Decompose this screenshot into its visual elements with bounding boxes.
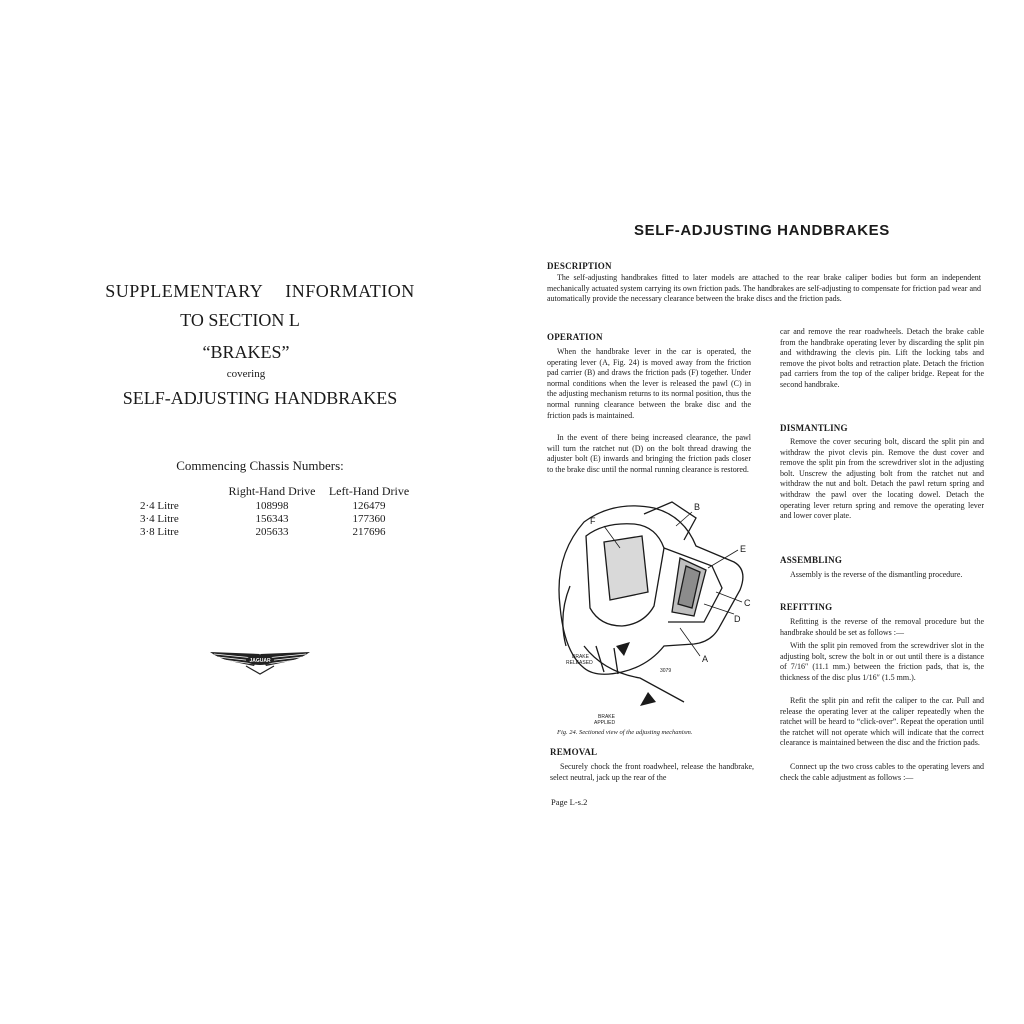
cover-line-covering: covering bbox=[226, 368, 266, 380]
chassis-lhd-number: 126479 bbox=[352, 500, 386, 512]
refitting-heading: REFITTING bbox=[780, 602, 833, 612]
assembling-heading: ASSEMBLING bbox=[780, 555, 843, 565]
label-a: A bbox=[702, 654, 709, 664]
chassis-rhd-number: 108998 bbox=[255, 500, 289, 512]
cover-line-supplementary bbox=[0, 281, 520, 302]
dismantling-paragraph: Remove the cover securing bolt, discard the split pin and withdraw the pivot clevis pin. Remove the dust cover and remove the split pin from the screwdriver slot in the adjusting bolt. Unscrew the adjusting bolt from the ratchet nut and withdraw the nut and bolt. Detach the pawl return spring and withdraw the pawl over the locating dowel. Detach the operating lever return spring and remove the operating lever and lower cover plate. bbox=[780, 437, 984, 521]
operation-paragraph-2: In the event of there being increased clearance, the pawl will turn the ratchet nut (D) on the bolt thread drawing the adjuster bolt (E) inwards and bringing the friction pads closer to the brake disc until the normal running clearance is restored. bbox=[547, 433, 751, 474]
chassis-model: 3·4 Litre bbox=[140, 513, 179, 525]
figure-caption: Fig. 24. Sectioned view of the adjusting mechanism. bbox=[557, 729, 693, 736]
removal-heading: REMOVAL bbox=[550, 747, 598, 757]
label-brake-applied-1: BRAKE bbox=[598, 714, 615, 720]
cover-word-information: INFORMATION bbox=[285, 281, 415, 301]
chassis-rhd-number: 156343 bbox=[255, 513, 289, 525]
cover-line-handbrakes: SELF-ADJUSTING HANDBRAKES bbox=[122, 388, 398, 408]
chassis-lhd-number: 217696 bbox=[352, 526, 386, 538]
chassis-heading: Commencing Chassis Numbers: bbox=[176, 458, 344, 473]
label-brake-released-2: RELEASED bbox=[566, 660, 593, 666]
logo-wordmark: JAGUAR bbox=[249, 658, 271, 664]
brake-applied-arrow-icon bbox=[640, 692, 656, 706]
refitting-paragraph-1: Refitting is the reverse of the removal procedure but the handbrake should be set as follows :— bbox=[780, 617, 984, 637]
operation-paragraph-1: When the handbrake lever in the car is operated, the operating lever (A, Fig. 24) is moved away from the friction pad carrier (B) and draws the friction pads (F) together. Under normal conditions when the lever is released the pawl (C) in the adjusting mechanism returns to its normal position, thus the normal running clearance between the brake disc and the friction pads is maintained. bbox=[547, 347, 751, 420]
figure-code: 3079 bbox=[660, 668, 672, 674]
page-number: Page L-s.2 bbox=[551, 797, 588, 807]
label-f: F bbox=[590, 516, 596, 526]
dismantling-heading: DISMANTLING bbox=[780, 423, 848, 433]
refitting-paragraph-4: Connect up the two cross cables to the operating levers and check the cable adjustment as follows :— bbox=[780, 762, 984, 782]
removal-continued-paragraph: car and remove the rear roadwheels. Detach the brake cable from the handbrake operating lever by discarding the split pin and withdrawing the clevis pin. Lift the locking tabs and remove the pivot bolts and retraction plate. Detach the friction pad carriers from the top of the caliper bridge. Repeat for the second handbrake. bbox=[780, 327, 984, 389]
label-brake-released-1: BRAKE bbox=[572, 654, 589, 660]
label-d: D bbox=[734, 614, 741, 624]
table-row bbox=[140, 526, 418, 539]
chassis-lhd-number: 177360 bbox=[352, 513, 386, 525]
refitting-paragraph-3: Refit the split pin and refit the caliper to the car. Pull and release the operating lever at the caliper repeatedly when the ratchet will be heard to “click-over”. Repeat the operation until the ratchet will not operate which will indicate that the correct clearance is maintained between the disc and the friction pads. bbox=[780, 696, 984, 748]
chassis-header-lhd: Left-Hand Drive bbox=[328, 484, 410, 498]
jaguar-wings-logo-icon bbox=[208, 644, 312, 676]
page-title: SELF-ADJUSTING HANDBRAKES bbox=[634, 222, 890, 239]
label-b: B bbox=[694, 502, 701, 512]
label-brake-applied-2: APPLIED bbox=[594, 720, 616, 726]
brake-released-arrow-icon bbox=[616, 642, 630, 656]
cover-line-brakes: “BRAKES” bbox=[202, 342, 290, 362]
refitting-paragraph-2: With the split pin removed from the screwdriver slot in the adjusting bolt, screw the bolt in or out until there is a distance of 7/16″ (11.1 mm.) between the friction pads, that is, the thickness of the disc plus 1/16″ (1.5 mm.). bbox=[780, 641, 984, 682]
figure-24-illustration bbox=[544, 496, 764, 726]
chassis-numbers-table bbox=[140, 485, 418, 539]
description-heading: DESCRIPTION bbox=[547, 261, 612, 271]
chassis-rhd-number: 205633 bbox=[255, 526, 289, 538]
description-text: The self-adjusting handbrakes fitted to later models are attached to the rear brake caliper bodies but form an independent mechanically actuated system carrying its own friction pads. The handbrakes are self-adjusting to compensate for friction pad wear and automatically provide the necessary clearance between the brake discs and the friction pads. bbox=[547, 273, 981, 304]
table-row bbox=[140, 500, 418, 513]
assembling-paragraph: Assembly is the reverse of the dismantling procedure. bbox=[790, 570, 963, 579]
caliper-drawing-icon bbox=[559, 502, 743, 702]
label-e: E bbox=[740, 544, 747, 554]
label-c: C bbox=[744, 598, 751, 608]
cover-word-supplementary: SUPPLEMENTARY bbox=[105, 281, 264, 301]
chassis-header-blank bbox=[140, 485, 224, 500]
chassis-header-rhd: Right-Hand Drive bbox=[228, 484, 316, 498]
operation-heading: OPERATION bbox=[547, 332, 603, 342]
cover-line-section: TO SECTION L bbox=[180, 310, 300, 330]
chassis-model: 2·4 Litre bbox=[140, 500, 179, 512]
chassis-table-header-row bbox=[140, 485, 418, 500]
table-row bbox=[140, 513, 418, 526]
chassis-model: 3·8 Litre bbox=[140, 526, 179, 538]
removal-paragraph: Securely chock the front roadwheel, release the handbrake, select neutral, jack up the rear of the bbox=[550, 762, 754, 782]
